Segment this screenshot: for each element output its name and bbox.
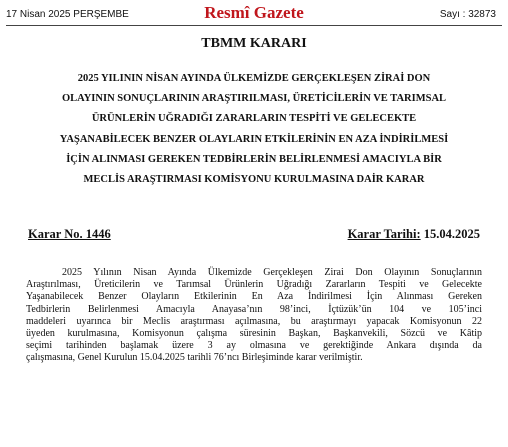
body-line: 2025 Yılının Nisan Ayında Ülkemizde Gerçekleşen Zirai Don Olayının Sonuçlarının — [62, 267, 482, 278]
decision-body — [26, 267, 482, 365]
decision-subject — [20, 69, 488, 190]
subject-line: ÜRÜNLERİN UĞRADIĞI ZARARLARIN TESPİTİ VE GELECEKTE — [91, 113, 417, 125]
header-divider — [6, 25, 502, 26]
subject-line: MECLİS ARAŞTIRMASI KOMİSYONU KURULMASINA DAİR KARAR — [83, 174, 425, 186]
body-line: üyeden kurulmasına, Komisyonun çalışma süresinin Başkan, Başkanvekili, Sözcü ve Kâtip — [26, 328, 482, 340]
document-title: TBMM KARARI — [201, 36, 307, 51]
issue-number: Sayı : 32873 — [439, 9, 496, 20]
gazette-title: Resmî Gazete — [204, 3, 304, 22]
decision-date — [348, 227, 480, 242]
decision-number: Karar No. 1446 — [28, 227, 111, 241]
decision-date-value: 15.04.2025 — [423, 227, 480, 241]
gazette-header — [0, 0, 508, 30]
body-line: seçimi tarihinden başlamak üzere 3 ay olmasına ve gerektiğinde Ankara dışında da — [26, 340, 482, 352]
issue-date: 17 Nisan 2025 PERŞEMBE — [6, 9, 129, 20]
body-line: maddeleri uyarınca bir Meclis araştırması açılmasına, bu araştırmayı yapacak Komisyonun 22 — [26, 315, 482, 327]
body-line: Yaşanabilecek Benzer Olayların Etkilerinin En Aza İndirilmesi İçin Alınması Gereken — [26, 291, 482, 303]
body-line: Tedbirlerin Belirlenmesi Amacıyla Anayasa’nın 98’inci, İçtüzük’ün 104 ve 105’inci — [26, 303, 482, 315]
decision-date-label: Karar Tarihi: — [347, 227, 421, 241]
subject-line: 2025 YILININ NİSAN AYINDA ÜLKEMİZDE GERÇEKLEŞEN ZİRAİ DON — [77, 73, 431, 84]
body-line: Araştırılması, Üreticilerin ve Tarımsal Ürünlerin Uğradığı Zararların Tespiti ve Gelecekte — [26, 279, 482, 291]
body-line: çalışmasına, Genel Kurulun 15.04.2025 tarihli 76’ncı Birleşiminde karar verilmiştir. — [26, 352, 363, 364]
subject-line: OLAYININ SONUÇLARININ ARAŞTIRILMASI, ÜRETİCİLERİN VE TARIMSAL — [61, 93, 447, 105]
subject-line: YAŞANABİLECEK BENZER OLAYLARIN ETKİLERİNİN EN AZA İNDİRİLMESİ — [59, 133, 449, 145]
subject-line: İÇİN ALINMASI GEREKEN TEDBİRLERİN BELİRLENMESİ AMACIYLA BİR — [66, 153, 442, 165]
